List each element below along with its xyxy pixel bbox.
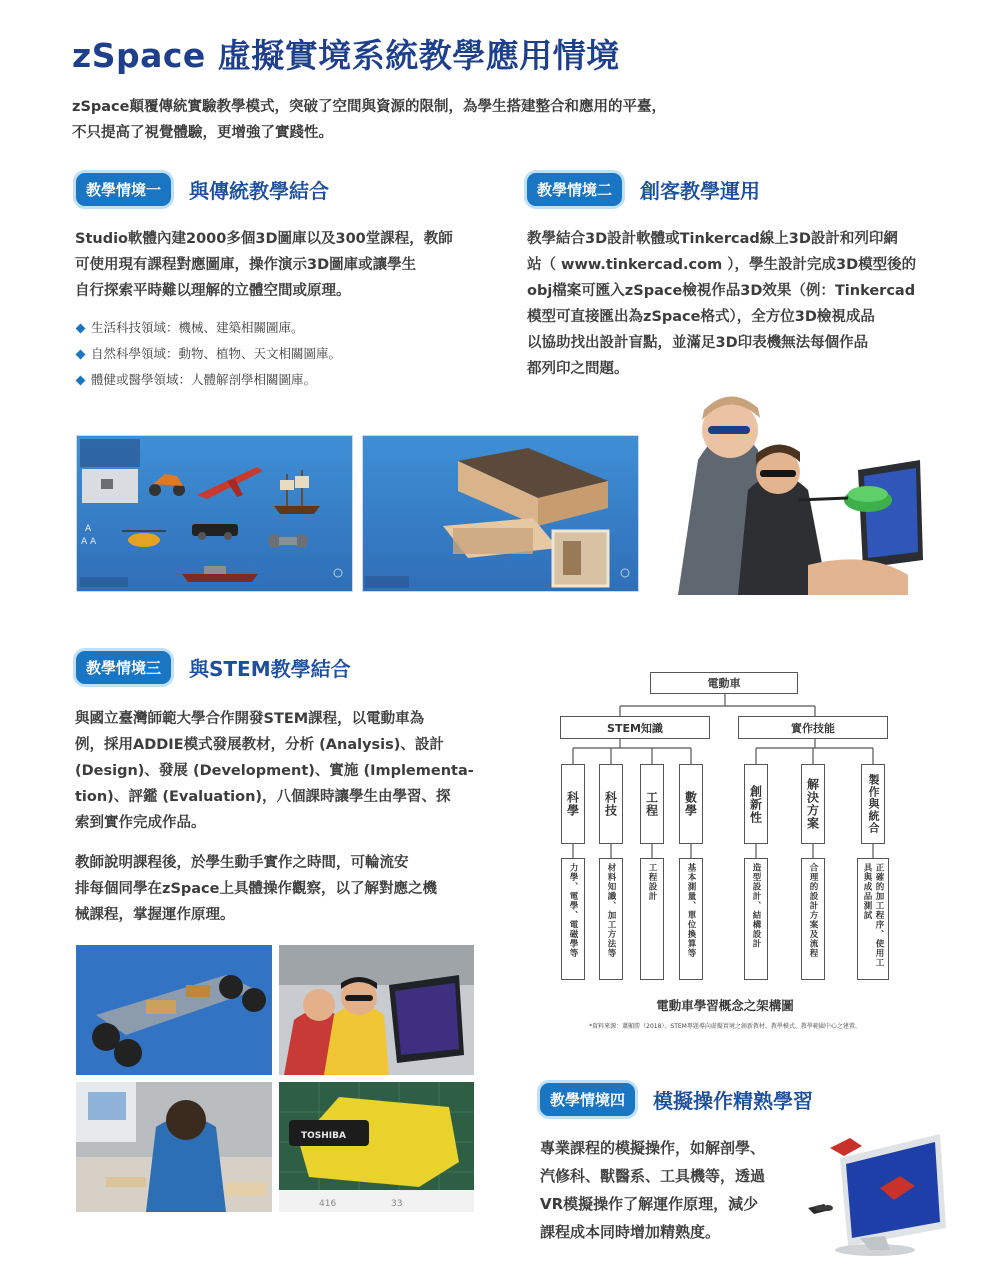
photo-number-label: 416: [319, 1199, 337, 1209]
body-line: 課程成本同時增加精熟度。: [540, 1223, 721, 1241]
body-line: (Design)、發展 (Development)、實施 (Implementa-: [75, 763, 474, 779]
column-bottom-label: 基本測量、單位換算等: [686, 863, 696, 958]
column-bottom-label: 合理的設計方案及流程: [808, 863, 818, 958]
chassis-render-photo: [76, 945, 272, 1075]
body-line: 站（ www.tinkercad.com ），學生設計完成3D模型後的: [527, 257, 917, 273]
body-line: Studio軟體內建2000多個3D圖庫以及300堂課程，教師: [75, 231, 453, 247]
bullet-text: 生活科技領域：機械、建築相關圖庫。: [91, 320, 304, 335]
body-line: 汽修科、獸醫系、工具機等，透過: [540, 1167, 766, 1185]
body-line: VR模擬操作了解運作原理，減少: [540, 1195, 759, 1213]
diagram-column-top: [679, 764, 703, 844]
diagram-column-top: [640, 764, 664, 844]
diamond-bullet-icon: [76, 323, 86, 333]
body-line: obj檔案可匯入zSpace檢視作品3D效果（例：Tinkercad: [527, 283, 916, 299]
column-top-label: 製作與統合: [867, 774, 880, 834]
bullet-text: 自然科學領域：動物、植物、天文相關圖庫。: [91, 346, 342, 361]
section-1-bullet-list: [75, 315, 341, 393]
diagram-column-top: [744, 764, 768, 844]
section-2-body: [527, 226, 927, 382]
student-assembly-photo: [76, 1082, 272, 1212]
svg-text:A A: A A: [81, 537, 97, 547]
section-1-header: [76, 173, 329, 206]
diagram-caption: 電動車學習概念之架構圖: [656, 998, 794, 1013]
diagram-stem-box: STEM知識: [560, 716, 710, 739]
diagram-column-bottom: [599, 858, 623, 980]
body-line: 專業課程的模擬操作，如解剖學、: [540, 1139, 766, 1157]
body-line: 例，採用ADDIE模式發展教材，分析 (Analysis)、設計: [75, 737, 444, 753]
column-top-label: 創新性: [748, 784, 763, 824]
diagram-column-top: [561, 764, 585, 844]
diagram-column-bottom: [561, 858, 585, 980]
column-top-label: 數學: [683, 791, 698, 817]
diagram-column-bottom: [857, 858, 889, 980]
diagram-practice-box: 實作技能: [738, 716, 888, 739]
svg-text:A: A: [85, 524, 92, 534]
section-2-header: [527, 173, 760, 206]
section-1-heading: 與傳統教學結合: [189, 179, 330, 203]
bullet-item: [75, 367, 341, 393]
column-bottom-label: 材料知識、加工方法等: [606, 863, 616, 958]
diagram-root-box: 電動車: [650, 672, 798, 694]
diagram-column-bottom: [640, 858, 664, 980]
bullet-text: 體健或醫學領域：人體解剖學相關圖庫。: [91, 372, 317, 387]
students-stylus-photo: [668, 390, 930, 595]
section-1-body: [75, 226, 475, 304]
intro-paragraph: [72, 94, 772, 146]
model-library-screenshot: [76, 435, 353, 592]
section-1-badge: 教學情境一: [76, 173, 171, 206]
column-top-label: 科學: [565, 791, 580, 817]
students-zspace-photo: [279, 945, 474, 1075]
intro-line: 不只提高了視覺體驗，更增強了實踐性。: [72, 125, 333, 141]
section-4-badge: 教學情境四: [540, 1083, 635, 1116]
body-line: 自行探索平時難以理解的立體空間或原理。: [75, 283, 351, 299]
diagram-column-bottom: [744, 858, 768, 980]
section-4-header: [540, 1083, 813, 1116]
body-line: tion)、評鑑 (Evaluation)，八個課時讓學生由學習、探: [75, 789, 451, 805]
photo-number-label: 33: [391, 1199, 403, 1209]
body-line: 械課程，掌握運作原理。: [75, 907, 235, 923]
section-3-body-2: [75, 850, 475, 928]
section-4-body: [540, 1134, 800, 1246]
section-2-heading: 創客教學運用: [640, 179, 761, 203]
zspace-station-image: [790, 1128, 950, 1258]
diagram-column-bottom: [801, 858, 825, 980]
column-top-label: 科技: [603, 791, 618, 817]
house-model-screenshot: [362, 435, 639, 592]
column-top-label: 工程: [644, 791, 659, 817]
diamond-bullet-icon: [76, 349, 86, 359]
diagram-column-top: [801, 764, 825, 844]
bullet-item: [75, 341, 341, 367]
column-bottom-label: 工程設計: [647, 863, 657, 901]
battery-label: TOSHIBA: [301, 1131, 346, 1141]
section-3-header: [76, 651, 351, 684]
body-line: 與國立臺灣師範大學合作開發STEM課程，以電動車為: [75, 711, 425, 727]
diamond-bullet-icon: [76, 375, 86, 385]
column-bottom-label: 正確的加工程序、使用工具與成品測試: [862, 863, 884, 968]
body-line: 教師說明課程後，於學生動手實作之時間，可輪流安: [75, 855, 409, 871]
intro-line: zSpace顛覆傳統實驗教學模式，突破了空間與資源的限制，為學生搭建整合和應用的平臺，: [72, 99, 666, 115]
diagram-source-note: *資料來源：蕭顯勝（2018）。STEM專題導向虛擬實境之創新教材、教學模式、教學範圍中心之建置。: [589, 1023, 861, 1030]
battery-car-photo: [279, 1082, 474, 1212]
column-bottom-label: 力學、電學、電磁學等: [568, 863, 578, 958]
page-title: zSpace 虛擬實境系統教學應用情境: [72, 36, 620, 75]
concept-diagram: [555, 668, 895, 1038]
body-line: 教學結合3D設計軟體或Tinkercad線上3D設計和列印網: [527, 231, 898, 247]
body-line: 以協助找出設計盲點，並滿足3D印表機無法每個作品: [527, 335, 869, 351]
section-3-badge: 教學情境三: [76, 651, 171, 684]
diagram-column-bottom: [679, 858, 703, 980]
section-3-body-1: [75, 706, 475, 836]
bullet-item: [75, 315, 341, 341]
section-3-heading: 與STEM教學結合: [189, 657, 351, 681]
section-2-badge: 教學情境二: [527, 173, 622, 206]
body-line: 排每個同學在zSpace上具體操作觀察，以了解對應之機: [75, 881, 437, 897]
column-bottom-label: 造型設計、結構設計: [751, 863, 761, 949]
diagram-column-top: [861, 764, 885, 844]
section-4-heading: 模擬操作精熟學習: [653, 1089, 814, 1113]
body-line: 可使用現有課程對應圖庫，操作演示3D圖庫或讓學生: [75, 257, 417, 273]
diagram-column-top: [599, 764, 623, 844]
body-line: 都列印之問題。: [527, 361, 629, 377]
column-top-label: 解決方案: [805, 778, 820, 830]
body-line: 模型可直接匯出為zSpace格式），全方位3D檢視成品: [527, 309, 875, 325]
body-line: 索到實作完成作品。: [75, 815, 206, 831]
